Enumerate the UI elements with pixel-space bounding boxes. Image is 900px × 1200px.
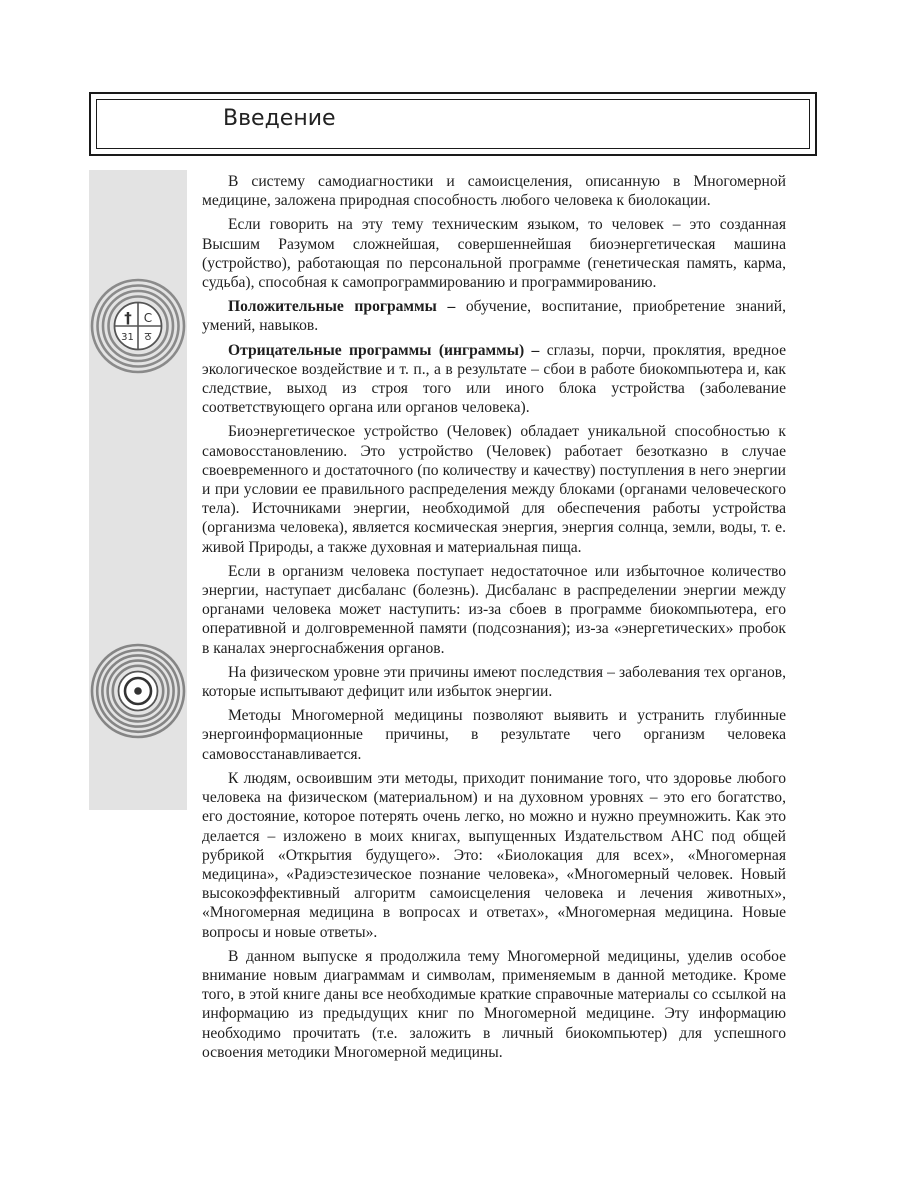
term-negative-programs: Отрицательные программы (инграммы) –	[228, 341, 540, 359]
paragraph: В данном выпуске я продолжила тему Многомерной медицины, уделив особое внимание новым диаграммам и символам, применяемым в данной методике. Кроме того, в этой книге даны все необходимые краткие справочные материалы со ссылкой на информацию из предыдущих книг по Многомерной медицине. Эту информацию необходимо прочитать (т.е. заложить в личный биокомпьютер) для успешного освоения методики Многомерной медицины.	[202, 947, 786, 1061]
section-header-inner-border	[96, 99, 810, 149]
concentric-circles-dot-symbol-icon	[89, 642, 187, 740]
term-positive-programs: Положительные программы –	[228, 298, 456, 316]
section-header-frame	[89, 92, 817, 156]
introduction-body	[202, 172, 786, 1067]
radiesthesia-circle-symbol-icon	[89, 277, 187, 375]
paragraph: К людям, освоившим эти методы, приходит понимание того, что здоровье любого человека на физическом (материальном) и на духовном уровнях – это его богатство, его достояние, которое потерять очень легко, но можно и нужно преумножить. Как это делается – изложено в моих книгах, выпущенных Издательством АНС под общей рубрикой «Открытия будущего». Это: «Биолокация для всех», «Многомерная медицина», «Радиэстезическое познание человека», «Многомерный человек. Новый высокоэффективный алгоритм самоисцеления человека и лечения животных», «Многомерная медицина в вопросах и ответах», «Многомерная медицина. Новые вопросы и новые ответы».	[202, 769, 786, 941]
paragraph: Если говорить на эту тему техническим языком, то человек – это созданная Высшим Разумом сложнейшая, совершеннейшая биоэнергетическая машина (устройство), работающая по персональной программе (генетическая память, карма, судьба), способная к самопрограммированию и программированию.	[202, 216, 786, 292]
section-title: Введение	[223, 106, 336, 131]
paragraph: Если в организм человека поступает недостаточное или избыточное количество энергии, наступает дисбаланс (болезнь). Дисбаланс в распределении энергии между органами человека может наступить: из-за сбоев в программе биокомпьютера, его оперативной и долговременной памяти (подсознания); из-за «энергетических» пробок в каналах энергоснабжения органов.	[202, 562, 786, 657]
definition-text: обучение, воспитание, приобретение знаний, умений, навыков.	[202, 298, 786, 335]
symbol-cross-glyph: †	[124, 309, 132, 327]
paragraph: Методы Многомерной медицины позволяют выявить и устранить глубинные энергоинформационные причины, в результате чего организм человека самовосстанавливается.	[202, 707, 786, 763]
paragraph: На физическом уровне эти причины имеют последствия – заболевания тех органов, которые испытывают дефицит или избыток энергии.	[202, 663, 786, 701]
paragraph-positive-programs	[202, 297, 786, 335]
paragraph: В систему самодиагностики и самоисцеления, описанную в Многомерной медицине, заложена природная способность любого человека к биолокации.	[202, 173, 786, 210]
definition-text: сглазы, порчи, проклятия, вредное экологическое воздействие и т. п., а в результате – сбои в работе биокомпьютера и, как следствие, выход из строя того или иного блока устройства (заболевание соответствующего органа или органов человека).	[202, 341, 786, 417]
symbol-glyph: ठ	[144, 330, 152, 343]
symbol-number-31: 31	[121, 332, 134, 343]
symbol-letter-s: С	[143, 311, 153, 325]
paragraph: Биоэнергетическое устройство (Человек) обладает уникальной способностью к самовосстановлению. Это устройство (Человек) работает безотказно в случае своевременного и достаточного (по количеству и качеству) поступления в него энергии и при условии ее правильного распределения между блоками (органами человеческого тела). Источниками энергии, необходимой для обеспечения работы устройства (организма человека), является космическая энергия, энергия солнца, земли, воды, т. е. живой Природы, а также духовная и материальная пища.	[202, 423, 786, 556]
paragraph-negative-programs	[202, 341, 786, 418]
